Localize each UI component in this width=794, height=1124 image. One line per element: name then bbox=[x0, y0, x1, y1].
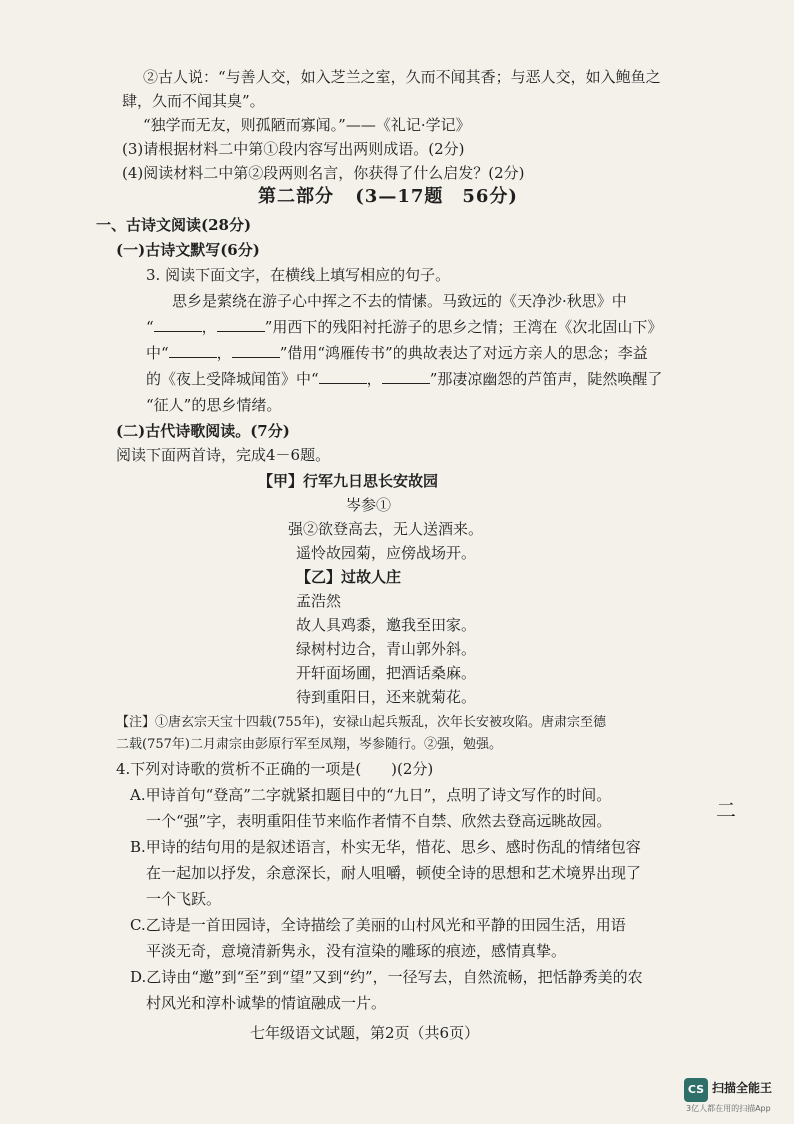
question3-para-line4 bbox=[146, 368, 662, 390]
poem-yi-line1: 故人具鸡黍，邀我至田家。 bbox=[296, 616, 477, 634]
question4-option-b-line2: 在一起加以抒发，余意深长，耐人咀嚼，顿使全诗的思想和艺术境界出现了 bbox=[146, 864, 642, 882]
answer-blank-5[interactable] bbox=[319, 369, 367, 384]
text: 中“ bbox=[146, 344, 169, 362]
question4-option-c-line1[interactable]: C.乙诗是一首田园诗，全诗描绘了美丽的山村风光和平静的田园生活，用语 bbox=[130, 916, 626, 934]
material-question-3: (3)请根据材料二中第①段内容写出两则成语。(2分) bbox=[122, 140, 465, 158]
section1-sub1: (一)古诗文默写(6分) bbox=[116, 241, 260, 259]
text: 的《夜上受降城闻笛》中“ bbox=[146, 370, 319, 388]
material-quote2: “独学而无友，则孤陋而寡闻。”——《礼记·学记》 bbox=[143, 116, 471, 134]
part2-heading bbox=[258, 186, 518, 208]
poem-jia-title: 【甲】行军九日思长安故园 bbox=[258, 472, 439, 490]
camscanner-name: 扫描全能王 bbox=[712, 1081, 773, 1095]
question4-option-b-line3: 一个飞跃。 bbox=[146, 890, 222, 908]
page-footer: 七年级语文试题，第2页（共6页） bbox=[250, 1024, 480, 1042]
material-quote1-line1: ②古人说：“与善人交，如入芝兰之室，久而不闻其香；与恶人交，如入鲍鱼之 bbox=[143, 68, 661, 86]
text: “ bbox=[146, 318, 154, 336]
question4-option-d-line2: 村风光和淳朴诚挚的情谊融成一片。 bbox=[146, 994, 387, 1012]
text: ”借用“鸿雁传书”的典故表达了对远方亲人的思念；李益 bbox=[279, 344, 648, 362]
question3-intro: 3. 阅读下面文字，在横线上填写相应的句子。 bbox=[146, 266, 451, 284]
question4-option-d-line1[interactable]: D.乙诗由“邀”到“至”到“望”又到“约”，一径写去，自然流畅，把恬静秀美的农 bbox=[130, 968, 643, 986]
answer-blank-2[interactable] bbox=[217, 317, 265, 332]
poem-yi-line4: 待到重阳日，还来就菊花。 bbox=[296, 688, 477, 706]
poem-jia-line2: 遥怜故园菊，应傍战场开。 bbox=[296, 544, 477, 562]
poem-jia-line1: 强②欲登高去，无人送酒来。 bbox=[288, 520, 484, 538]
section1-title: 一、古诗文阅读(28分) bbox=[96, 216, 252, 234]
question4-option-c-line2: 平淡无奇，意境清新隽永，没有渲染的雕琢的痕迹，感情真挚。 bbox=[146, 942, 567, 960]
camscanner-logo-icon: CS bbox=[684, 1078, 708, 1102]
section1-sub2-intro: 阅读下面两首诗，完成4－6题。 bbox=[116, 446, 331, 464]
part2-title: 第二部分 bbox=[258, 186, 334, 207]
answer-blank-4[interactable] bbox=[232, 343, 280, 358]
question4-stem: 4.下列对诗歌的赏析不正确的一项是( )(2分) bbox=[116, 760, 434, 778]
poem-yi-author: 孟浩然 bbox=[296, 592, 342, 610]
question4-option-a-line2: 一个“强”字，表明重阳佳节来临作者情不自禁、欣然去登高远眺故园。 bbox=[146, 812, 612, 830]
answer-blank-3[interactable] bbox=[169, 343, 217, 358]
text: ， bbox=[201, 318, 217, 336]
part2-range: (3—17题 56分) bbox=[355, 186, 518, 207]
question3-para-line3 bbox=[146, 342, 648, 364]
text: ”那凄凉幽怨的芦笛声，陡然唤醒了 bbox=[429, 370, 663, 388]
question4-option-b-line1[interactable]: B.甲诗的结句用的是叙述语言，朴实无华，惜花、思乡、感时伤乱的情绪包容 bbox=[130, 838, 641, 856]
material-quote1-line2: 肆，久而不闻其臭”。 bbox=[122, 92, 265, 110]
question3-para-line5: “征人”的思乡情绪。 bbox=[146, 396, 282, 414]
edge-character: 二 bbox=[716, 798, 736, 822]
question3-para-line1: 思乡是萦绕在游子心中挥之不去的情愫。马致远的《天净沙·秋思》中 bbox=[172, 292, 627, 310]
bleed-through-text bbox=[600, 120, 613, 139]
poem-note-line2: 二载(757年)二月肃宗由彭原行军至凤翔，岑参随行。②强，勉强。 bbox=[116, 737, 502, 752]
answer-blank-1[interactable] bbox=[154, 317, 202, 332]
section1-sub2: (二)古代诗歌阅读。(7分) bbox=[116, 422, 290, 440]
text: ”用西下的残阳衬托游子的思乡之情；王湾在《次北固山下》 bbox=[264, 318, 663, 336]
poem-yi-line3: 开轩面场圃，把酒话桑麻。 bbox=[296, 664, 477, 682]
poem-yi-title: 【乙】过故人庄 bbox=[296, 568, 402, 586]
text: ， bbox=[366, 370, 382, 388]
material-question-4: (4)阅读材料二中第②段两则名言，你获得了什么启发？(2分) bbox=[122, 164, 525, 182]
answer-blank-6[interactable] bbox=[382, 369, 430, 384]
text: ， bbox=[216, 344, 232, 362]
question3-para-line2 bbox=[146, 316, 662, 338]
poem-note-line1: 【注】①唐玄宗天宝十四载(755年)，安禄山起兵叛乱，次年长安被攻陷。唐肃宗至德 bbox=[116, 715, 606, 730]
camscanner-tagline: 3亿人都在用的扫描App bbox=[686, 1104, 771, 1113]
poem-yi-line2: 绿树村边合，青山郭外斜。 bbox=[296, 640, 477, 658]
question4-option-a-line1[interactable]: A.甲诗首句“登高”二字就紧扣题目中的“九日”，点明了诗文写作的时间。 bbox=[130, 786, 612, 804]
poem-jia-author: 岑参① bbox=[346, 496, 392, 514]
